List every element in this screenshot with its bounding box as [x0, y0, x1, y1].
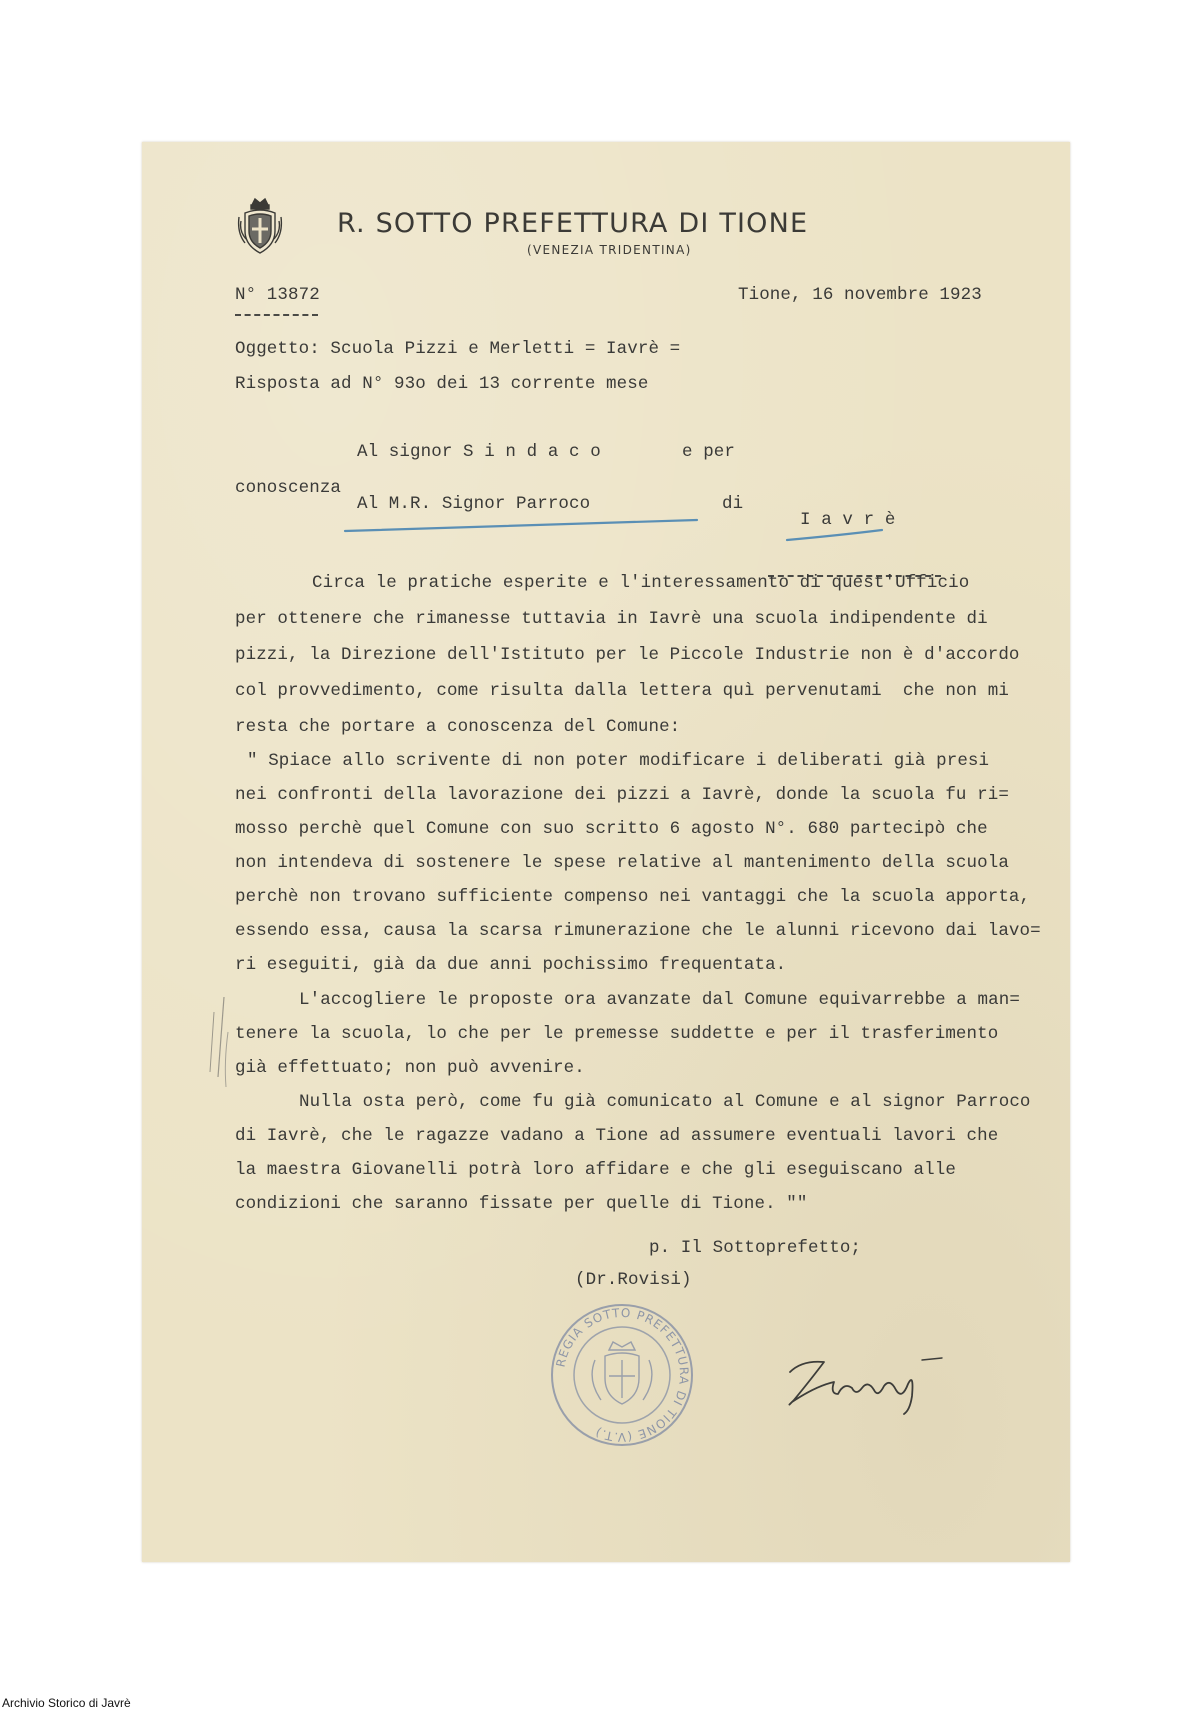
body-line: per ottenere che rimanesse tuttavia in Iavrè una scuola indipendente di [235, 609, 988, 629]
body-line: mosso perchè quel Comune con suo scritto 6 agosto N°. 680 partecipò che [235, 819, 988, 839]
body-line: nei confronti della lavorazione dei pizzi a Iavrè, donde la scuola fu ri= [235, 785, 1009, 805]
body-line: " Spiace allo scrivente di non poter modificare i deliberati già presi [247, 751, 990, 771]
handwritten-signature-icon [772, 1342, 952, 1417]
archive-credit: Archivio Storico di Javrè [2, 1696, 131, 1710]
body-line: condizioni che saranno fissate per quelle di Tione. "" [235, 1194, 808, 1214]
body-line: perchè non trovano sufficiente compenso nei vantaggi che la scuola apporta, [235, 887, 1031, 907]
body-line: Circa le pratiche esperite e l'interessamento di quest'Ufficio [312, 573, 970, 593]
body-line: resta che portare a conoscenza del Comune: [235, 717, 681, 737]
protocol-underline [235, 314, 318, 316]
letterhead-title: R. SOTTO PREFETTURA DI TIONE [337, 208, 809, 239]
body-line: pizzi, la Direzione dell'Istituto per le Piccole Industrie non è d'accordo [235, 645, 1020, 665]
addressee-di: di [722, 494, 744, 514]
reply-reference: Risposta ad N° 93o dei 13 corrente mese [235, 374, 649, 394]
royal-crest-icon [235, 197, 285, 257]
body-line: tenere la scuola, lo che per le premesse suddette e per il trasferimento [235, 1024, 999, 1044]
body-line: ri eseguiti, già da due anni pochissimo frequentata. [235, 955, 787, 975]
body-line: non intendeva di sostenere le spese relative al mantenimento della scuola [235, 853, 1009, 873]
body-line: di Iavrè, che le ragazze vadano a Tione ad assumere eventuali lavori che [235, 1126, 999, 1146]
body-line: la maestra Giovanelli potrà loro affidare e che gli eseguiscano alle [235, 1160, 956, 1180]
official-seal-icon [547, 1300, 697, 1450]
body-line: Nulla osta però, come fu già comunicato al Comune e al signor Parroco [299, 1092, 1031, 1112]
signature-title: p. Il Sottoprefetto; [649, 1238, 862, 1258]
body-line: già effettuato; non può avvenire. [235, 1058, 585, 1078]
letterhead-subtitle: (VENEZIA TRIDENTINA) [527, 243, 692, 257]
addressee-mayor: Al signor S i n d a c o [357, 442, 601, 462]
cc-label: conoscenza [235, 478, 342, 498]
signature-name: (Dr.Rovisi) [575, 1270, 692, 1290]
body-line: col provvedimento, come risulta dalla lettera quì pervenutami che non mi [235, 681, 1009, 701]
protocol-number: N° 13872 [235, 285, 320, 305]
body-line: essendo essa, causa la scarsa rimunerazione che le alunni ricevono dai lavo= [235, 921, 1041, 941]
addressee-mayor-suffix: e per [682, 442, 736, 462]
stamp-text: REGIA SOTTO PREFETTURA DI TIONE (V.T.) [553, 1305, 692, 1445]
addressee-parish-priest: Al M.R. Signor Parroco [357, 494, 591, 514]
place-date: Tione, 16 novembre 1923 [738, 285, 982, 305]
addressee-place: I a v r è [800, 510, 896, 530]
subject-line: Oggetto: Scuola Pizzi e Merletti = Iavrè = [235, 339, 681, 359]
body-line: L'accogliere le proposte ora avanzate dal Comune equivarrebbe a man= [299, 990, 1020, 1010]
letter-sheet [142, 142, 1070, 1562]
